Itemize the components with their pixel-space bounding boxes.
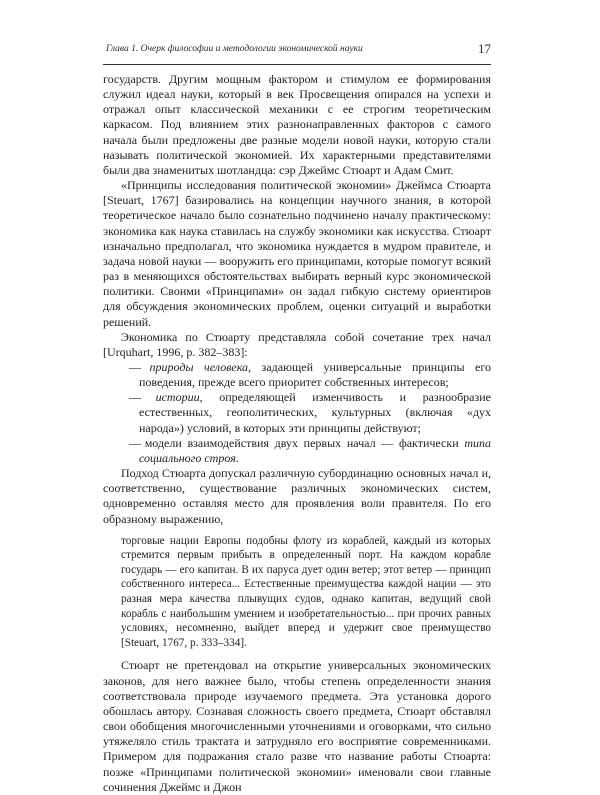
page-number: 17 — [478, 41, 491, 56]
quote-text: торговые нации Европы подобны флоту из кораблей, каждый из которых стремится первым прибыть в определенный порт. На каждом корабле государь — его капитан. В их паруса дует один ветер; этот ветер — принцип собственного интереса... Естественные преимущества каждой нации — это разная мера качества плывущих судов, однако капитан, ведущий свой корабль с наибольшим умением и изобретательностью... при прочих равных условиях, несомненно, выйдет вперед и удержит свое преимущество [Steuart, 1767, p. 333–334]. — [121, 534, 491, 649]
list-item — [103, 436, 491, 466]
body-text — [103, 72, 491, 795]
list-item — [103, 360, 491, 390]
paragraph-4: Подход Стюарта допускал различную субординацию основных начал и, соответственно, существование различных экономических систем, одновременно оставляя место для проявления воли правителя. По его образному выражению, — [103, 466, 491, 526]
header-rule — [103, 64, 491, 65]
paragraph-3: Экономика по Стюарту представляла собой сочетание трех начал [Urquhart, 1996, p. 382–383]: — [103, 329, 491, 359]
list-item-text: , задающей универсальные принципы его поведения, прежде всего приоритет собственных интересов; — [139, 359, 492, 390]
list-item-italic: типа социального строя — [139, 435, 492, 465]
block-quote — [121, 534, 491, 651]
list-dash: — — [129, 435, 141, 450]
principles-list — [103, 360, 491, 466]
list-item-italic: природы человека — [149, 359, 249, 374]
paragraph-2: «Принципы исследования политической экономии» Джеймса Стюарта [Steuart, 1767] базировались на концепции научного знания, в которой теоретическое начало было сознательно подчинено началу практическому: экономика как наука ставилась на службу экономики как искусства. Стюарт изначально предполагал, что экономика нуждается в мудром правителе, и задача новой науки — вооружить его принципами, которые помогут всякий раз в меняющихся обстоятельствах выбирать верный курс экономической политики. Своими «Принципами» он задал гибкую систему ориентиров для обсуждения экономических проблем, оценки ситуаций и выработки решений. — [103, 178, 491, 329]
running-header — [103, 42, 491, 62]
list-item-text: . — [235, 450, 239, 465]
chapter-title: Глава 1. Очерк философии и методологии экономической науки — [106, 44, 363, 54]
list-dash: — — [129, 359, 141, 374]
list-item-text: , определяющей изменчивость и разнообразие естественных, геополитических, культурных (включая «дух народа») условий, в которых эти принципы действуют; — [139, 390, 491, 435]
paragraph-5: Стюарт не претендовал на открытие универсальных экономических законов, для него важнее было, чтобы степень определенности знания соответствовала природе изучаемого предмета. Эта установка дорого обошлась автору. Сознавая сложность своего предмета, Стюарт обставлял свои обобщения многочисленными уточнениями и оговорками, что сильно утяжеляло стиль трактата и затрудняло его восприятие современниками. Примером для подражания стало разве что название работы Стюарта: позже «Принципами политической экономии» именовали свои главные сочинения Джеймс и Джон — [103, 658, 491, 794]
paragraph-1: государств. Другим мощным фактором и стимулом ее формирования служил идеал науки, который в век Просвещения опирался на успехи и отражал опыт классической механики с ее строгим теоретическим каркасом. Под влиянием этих разнонаправленных факторов с самого начала были предложены две разные модели новой науки, которую стали называть политической экономией. Их характерными представителями были два знаменитых шотландца: сэр Джеймс Стюарт и Адам Смит. — [103, 72, 491, 177]
list-dash: — — [129, 390, 141, 405]
list-item-italic: истории — [155, 390, 200, 405]
list-item-text: модели взаимодействия двух первых начал — фактически — [144, 435, 465, 450]
list-item — [103, 390, 491, 435]
